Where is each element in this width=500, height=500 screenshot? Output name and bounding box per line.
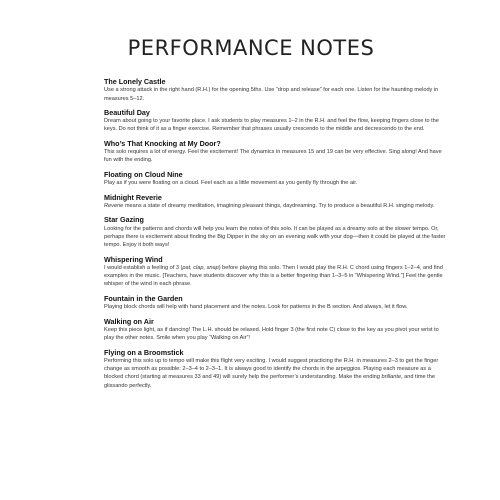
performance-notes-list <box>104 77 448 390</box>
note-section <box>104 170 448 188</box>
note-title: Fountain in the Garden <box>104 293 183 303</box>
note-body <box>104 303 448 311</box>
note-body-text: Dream about going to your favorite place. I ask students to play measures 1–2 in the R.H. and feel the flow, keeping fingers close to the keys. Do not think of it as a finger exercise. Remember that phrases usually crescendo to the middle and decrescendo to the end. <box>104 118 439 133</box>
note-title: Who’s That Knocking at My Door? <box>104 138 221 148</box>
page-title: PERFORMANCE NOTES <box>127 36 375 60</box>
note-section <box>104 193 448 211</box>
note-body-text: ) before playing this solo. Then I would play the R.H. C chord using fingers 1–2–4, and find examples in the music. [Teachers, have students discover why this is a better fingering than 1–3–5 in “Whispering Wind.”] Feel the gentle whisper of the wind in each phrase. <box>104 264 443 288</box>
note-body-text: Playing block chords will help with hand placement and the notes. Look for patterns in the B section. And always, let it flow. <box>104 304 408 311</box>
note-title: The Lonely Castle <box>104 77 166 86</box>
note-body <box>104 117 448 134</box>
note-body <box>104 326 448 343</box>
note-body-text: Use a strong attack in the right hand (R.H.) for the opening 5ths. Use “drop and release” for each one. Listen for the haunting melody in measures 5–12. <box>104 87 439 102</box>
note-section <box>104 108 448 134</box>
note-section <box>104 294 448 312</box>
note-body-text: means a state of dreamy meditation, imagining pleasant things, daydreaming. Try to produce a beautiful R.H. singing melody. <box>123 202 435 209</box>
note-section <box>104 255 448 289</box>
note-body-italic-text: pat, clap, snap <box>182 264 219 271</box>
note-body <box>104 202 448 210</box>
note-title: Flying on a Broomstick <box>104 347 184 357</box>
note-title: Midnight Reverie <box>104 192 162 202</box>
note-body-text: This solo requires a lot of energy. Feel the excitement! The dynamics in measures 15 and 19 can be very effective. Sing along! And have fun with the ending. <box>104 149 442 164</box>
note-title: Whispering Wind <box>104 254 163 264</box>
note-section <box>104 348 448 390</box>
note-section <box>104 215 448 249</box>
note-title: Floating on Cloud Nine <box>104 169 183 179</box>
note-section <box>104 139 448 165</box>
note-body <box>104 357 448 390</box>
note-body <box>104 225 448 250</box>
note-body <box>104 264 448 289</box>
note-body-text: Keep this piece light, as if dancing! The L.H. should be relaxed. Hold finger 3 (the first note C) close to the key as you pivot your wrist to play the other notes. Smile when you play “Walking on Air”! <box>104 326 439 342</box>
note-body-text: I would establish a feeling of 3 ( <box>104 264 183 271</box>
note-body-text: Play as if you were floating on a cloud. Feel each as a little movement as you gently fly through the air. <box>104 180 358 187</box>
note-body-text: Looking for the patterns and chords will help you learn the notes of this solo. It can be played as a dreamy solo at the slower tempo. Or, perhaps there is excitement about finding the Big Dipper in the sky on an evening walk with your dog—then it could be played at the faster tempo. Enjoy it both ways! <box>104 225 446 249</box>
note-section <box>104 317 448 343</box>
note-body-italic-text: brillante <box>381 374 402 381</box>
note-title: Star Gazing <box>104 215 144 225</box>
note-title: Beautiful Day <box>104 107 150 117</box>
note-body-text: Performing this solo up to tempo will make this flight very exciting. I would suggest practicing the R.H. in measures 2–3 to get the finger change as smooth as possible: 2–3–4 to 2–3–1. It is always good to identify the chords in the arpeggios. Playing each measure as a blocked chord (starting at measures 33 and 49) will surely help the performer’s understanding. Make the ending <box>104 357 439 381</box>
note-body-italic-text: Reverie <box>104 202 124 209</box>
note-body-text: , and time the glissando perfectly. <box>104 374 435 389</box>
note-body <box>104 86 448 103</box>
note-title: Walking on Air <box>104 316 154 326</box>
note-body <box>104 179 448 187</box>
note-body <box>104 148 448 165</box>
note-section <box>104 77 448 103</box>
